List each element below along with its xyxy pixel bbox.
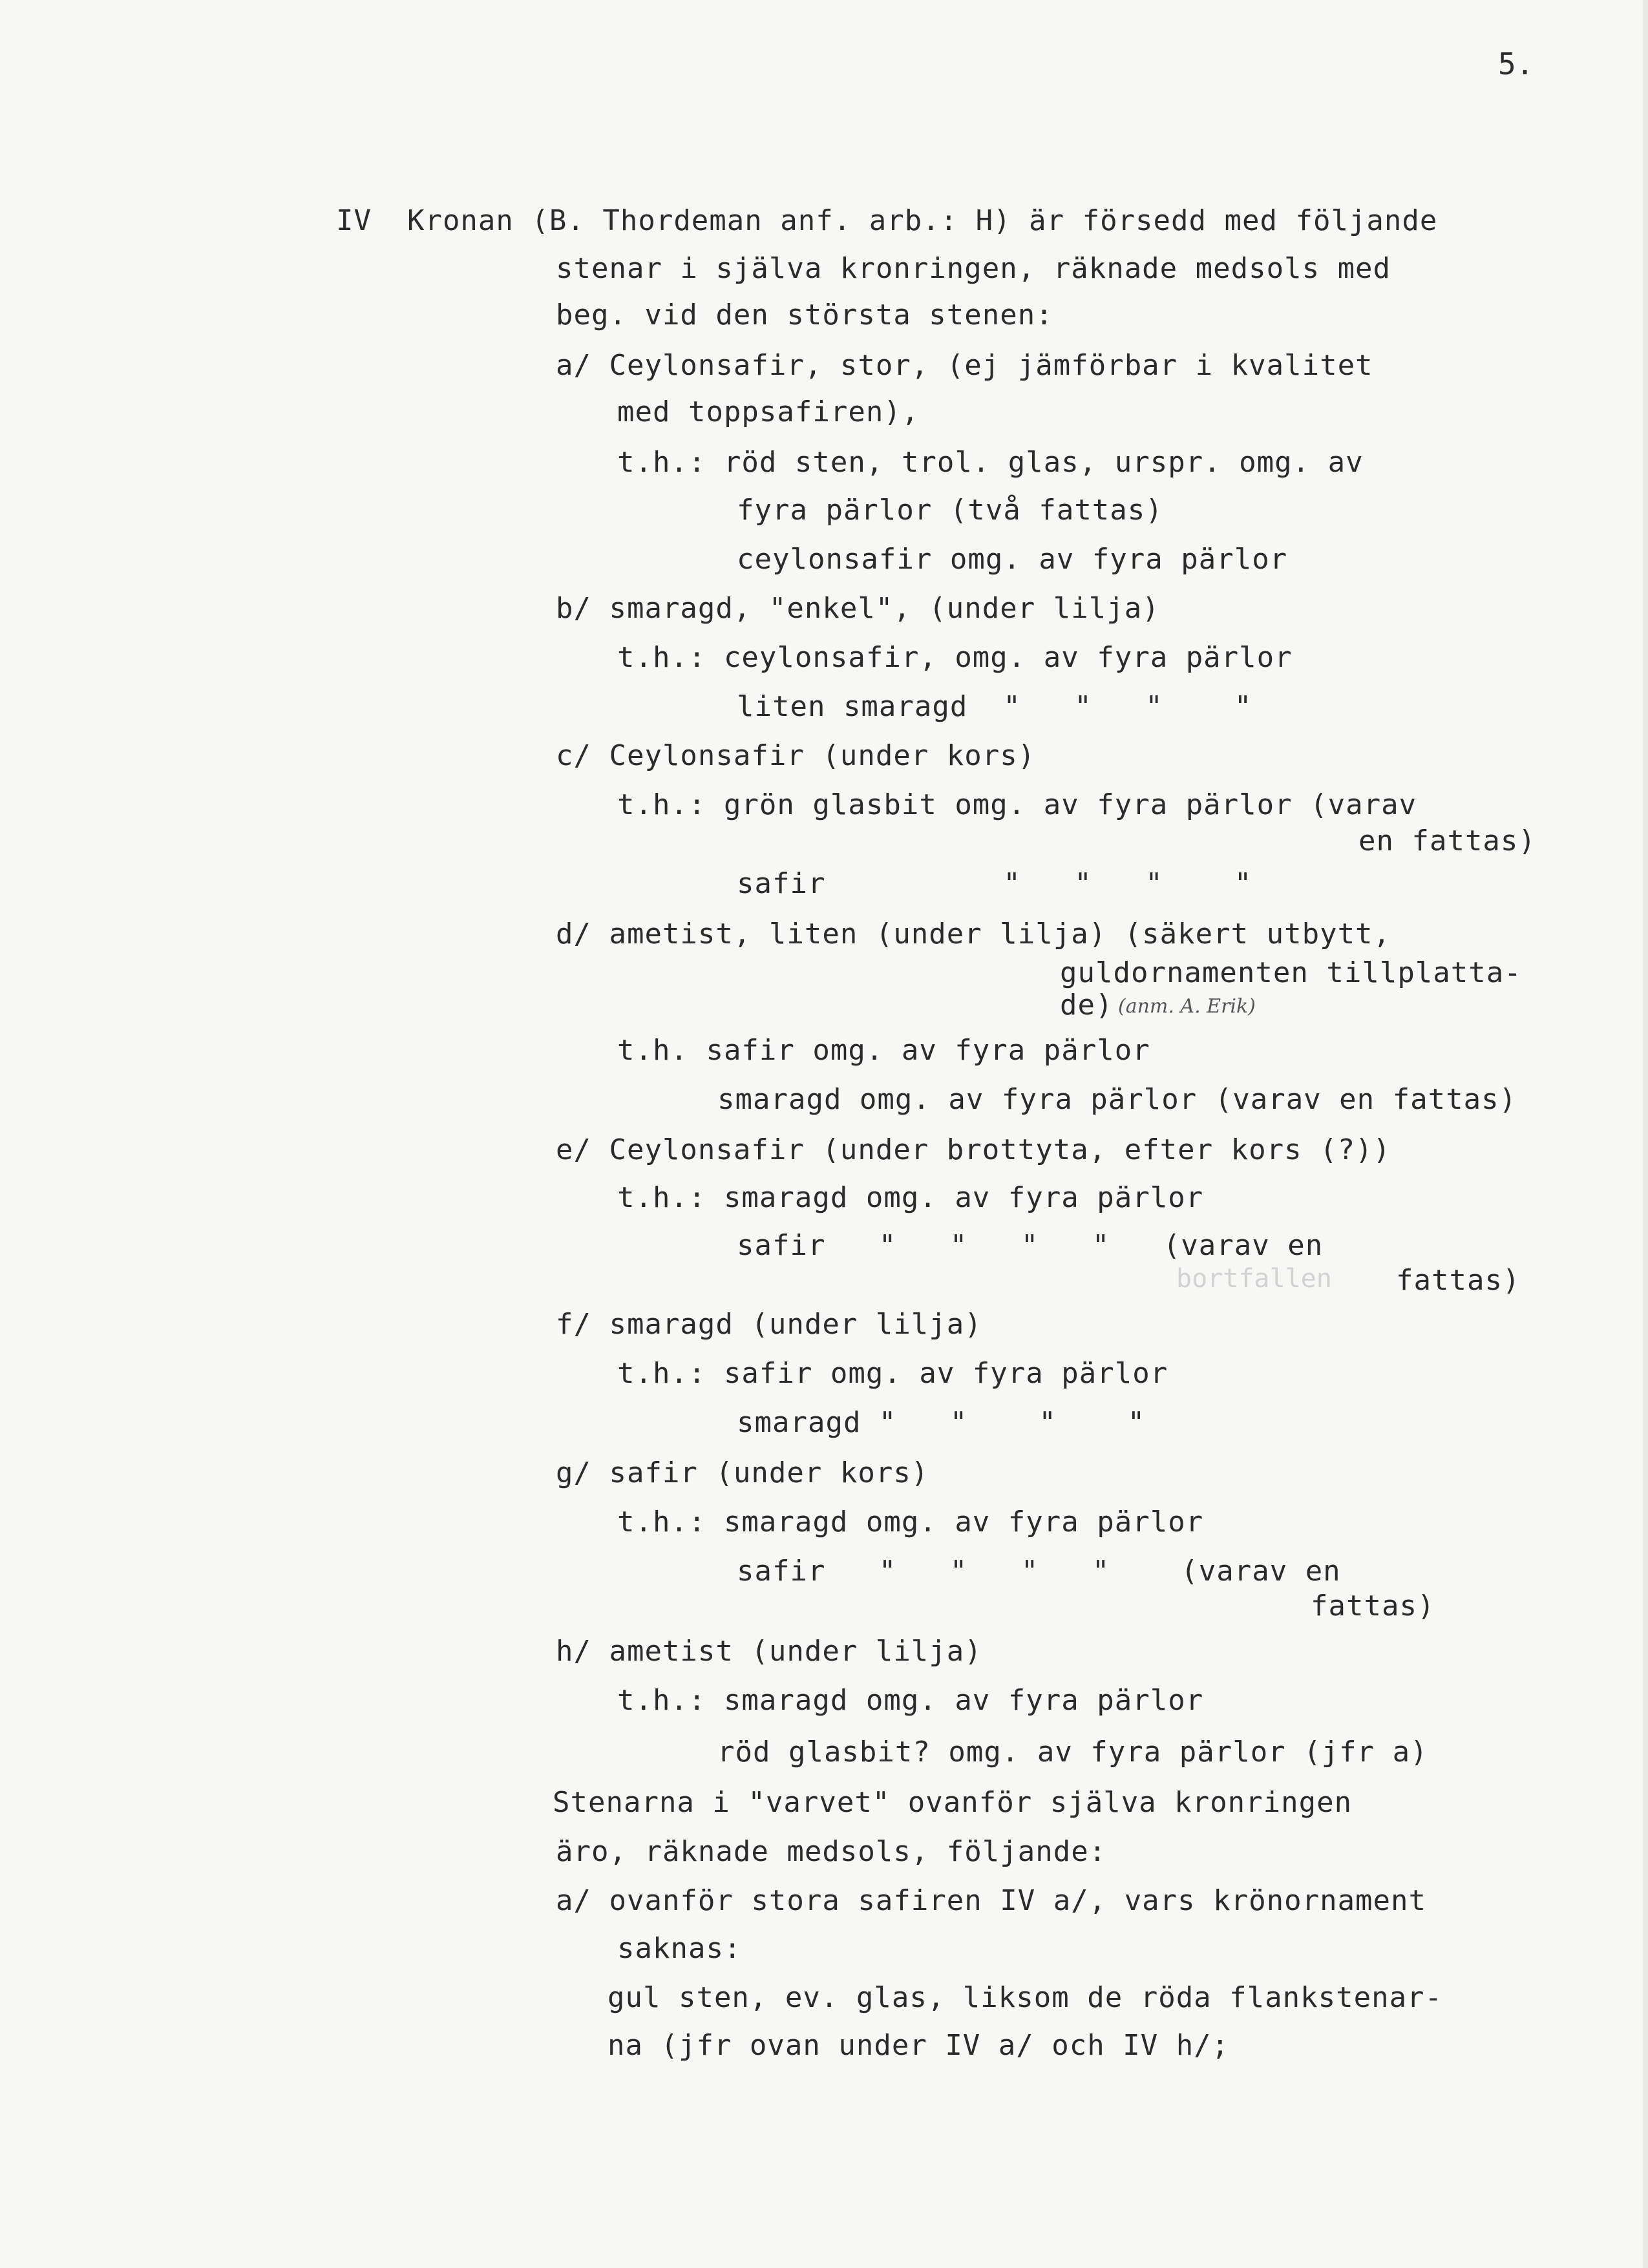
page-edge-shadow [1643, 0, 1648, 2268]
text-line: fyra pärlor (två fattas) [737, 494, 1163, 527]
text-line: ceylonsafir omg. av fyra pärlor [737, 543, 1288, 576]
page-number: 5. [1498, 47, 1534, 81]
text-line: t.h.: röd sten, trol. glas, urspr. omg. av [617, 446, 1364, 479]
text-line: stenar i själva kronringen, räknade medsols med [556, 252, 1391, 285]
text-line: t.h.: safir omg. av fyra pärlor [617, 1357, 1168, 1390]
text-line: de) [1060, 989, 1114, 1022]
text-line: c/ Ceylonsafir (under kors) [556, 739, 1036, 772]
text-line: t.h.: smaragd omg. av fyra pärlor [617, 1181, 1204, 1214]
text-line: t.h.: smaragd omg. av fyra pärlor [617, 1506, 1204, 1538]
text-line: t.h.: smaragd omg. av fyra pärlor [617, 1684, 1204, 1717]
text-line: h/ ametist (under lilja) [556, 1635, 982, 1668]
text-line: med toppsafiren), [617, 395, 920, 428]
text-line: röd glasbit? omg. av fyra pärlor (jfr a) [717, 1736, 1428, 1769]
text-line: äro, räknade medsols, följande: [556, 1835, 1107, 1868]
text-line: en fattas) [1358, 824, 1536, 857]
text-line: na (jfr ovan under IV a/ och IV h/; [607, 2029, 1230, 2062]
text-line: gul sten, ev. glas, liksom de röda flankstenar- [607, 1981, 1443, 2014]
text-line: d/ ametist, liten (under lilja) (säkert utbytt, [556, 918, 1391, 950]
text-line: IV Kronan (B. Thordeman anf. arb.: H) är försedd med följande [336, 204, 1438, 237]
text-line: fattas) [1311, 1590, 1435, 1622]
text-line: a/ ovanför stora safiren IV a/, vars krönornament [556, 1884, 1427, 1917]
text-line: f/ smaragd (under lilja) [556, 1308, 982, 1341]
text-line: beg. vid den största stenen: [556, 299, 1053, 331]
text-line: safir " " " " (varav en [737, 1555, 1341, 1588]
text-line: smaragd " " " " [737, 1406, 1146, 1439]
text-line: saknas: [617, 1932, 742, 1965]
text-line: Stenarna i "varvet" ovanför själva kronringen [553, 1786, 1353, 1819]
faint-bleedthrough-text: bortfallen [1176, 1264, 1332, 1294]
text-line: liten smaragd " " " " [737, 690, 1252, 723]
text-line: safir " " " " (varav en [737, 1229, 1324, 1262]
text-line: t.h.: ceylonsafir, omg. av fyra pärlor [617, 641, 1293, 674]
text-line: t.h. safir omg. av fyra pärlor [617, 1034, 1150, 1067]
text-line: b/ smaragd, "enkel", (under lilja) [556, 592, 1160, 625]
text-line: a/ Ceylonsafir, stor, (ej jämförbar i kvalitet [556, 349, 1373, 382]
text-line: smaragd omg. av fyra pärlor (varav en fattas) [717, 1083, 1517, 1116]
text-line: fattas) [1396, 1264, 1521, 1297]
text-line: guldornamenten tillplatta- [1060, 956, 1522, 989]
text-line: e/ Ceylonsafir (under brottyta, efter kors (?)) [556, 1133, 1391, 1166]
handwritten-annotation: (anm. A. Erik) [1118, 995, 1256, 1018]
text-line: g/ safir (under kors) [556, 1456, 929, 1489]
text-line: t.h.: grön glasbit omg. av fyra pärlor (varav [617, 788, 1417, 821]
text-line: safir " " " " [737, 867, 1252, 900]
